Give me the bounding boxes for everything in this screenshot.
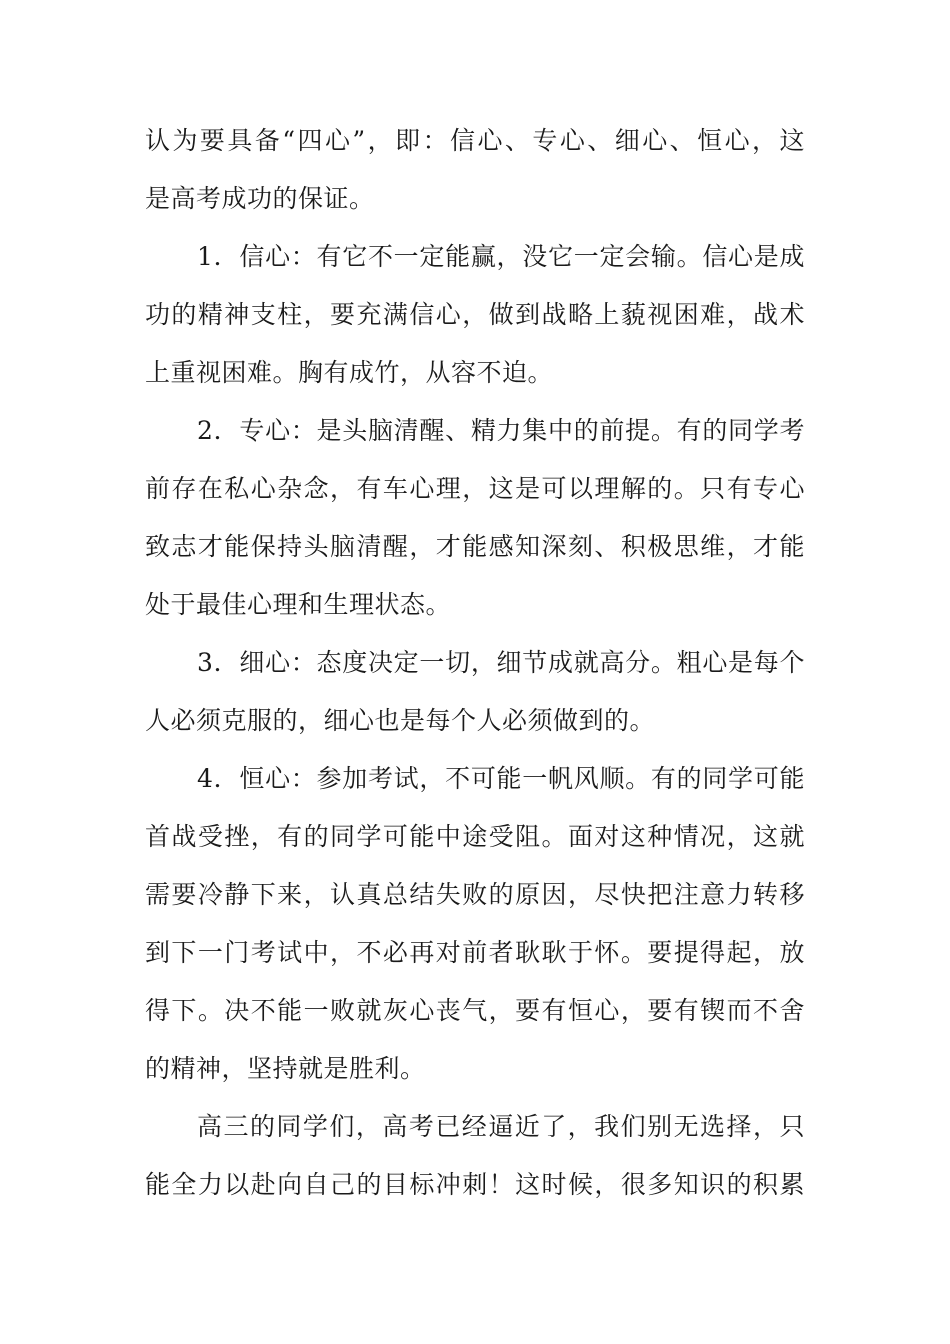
text-line: 高三的同学们，高考已经逼近了，我们别无选择，只 [197,1112,805,1141]
text-line: 2．专心：是头脑清醒、精力集中的前提。有的同学考 [197,416,805,445]
text-line: 处于最佳心理和生理状态。 [145,590,452,619]
text-line: 致志才能保持头脑清醒，才能感知深刻、积极思维，才能 [145,532,805,561]
text-line: 认为要具备“四心”，即：信心、专心、细心、恒心，这 [145,126,805,155]
text-line: 到下一门考试中，不必再对前者耿耿于怀。要提得起，放 [145,938,805,967]
text-line: 首战受挫，有的同学可能中途受阻。面对这种情况，这就 [145,822,805,851]
text-line: 4．恒心：参加考试，不可能一帆风顺。有的同学可能 [197,764,805,793]
document-body [145,112,805,1214]
text-line: 得下。决不能一败就灰心丧气，要有恒心，要有锲而不舍 [145,996,805,1025]
text-line: 前存在私心杂念，有车心理，这是可以理解的。只有专心 [145,474,805,503]
text-line: 是高考成功的保证。 [145,184,375,213]
text-line: 上重视困难。胸有成竹，从容不迫。 [145,358,554,387]
text-line: 的精神，坚持就是胜利。 [145,1054,426,1083]
text-line: 需要冷静下来，认真总结失败的原因，尽快把注意力转移 [145,880,805,909]
text-line: 1．信心：有它不一定能赢，没它一定会输。信心是成 [197,242,805,271]
text-line: 功的精神支柱，要充满信心，做到战略上藐视困难，战术 [145,300,805,329]
text-line: 人必须克服的，细心也是每个人必须做到的。 [145,706,656,735]
text-line: 能全力以赴向自己的目标冲刺！这时候，很多知识的积累 [145,1170,805,1199]
text-line: 3．细心：态度决定一切，细节成就高分。粗心是每个 [197,648,805,677]
